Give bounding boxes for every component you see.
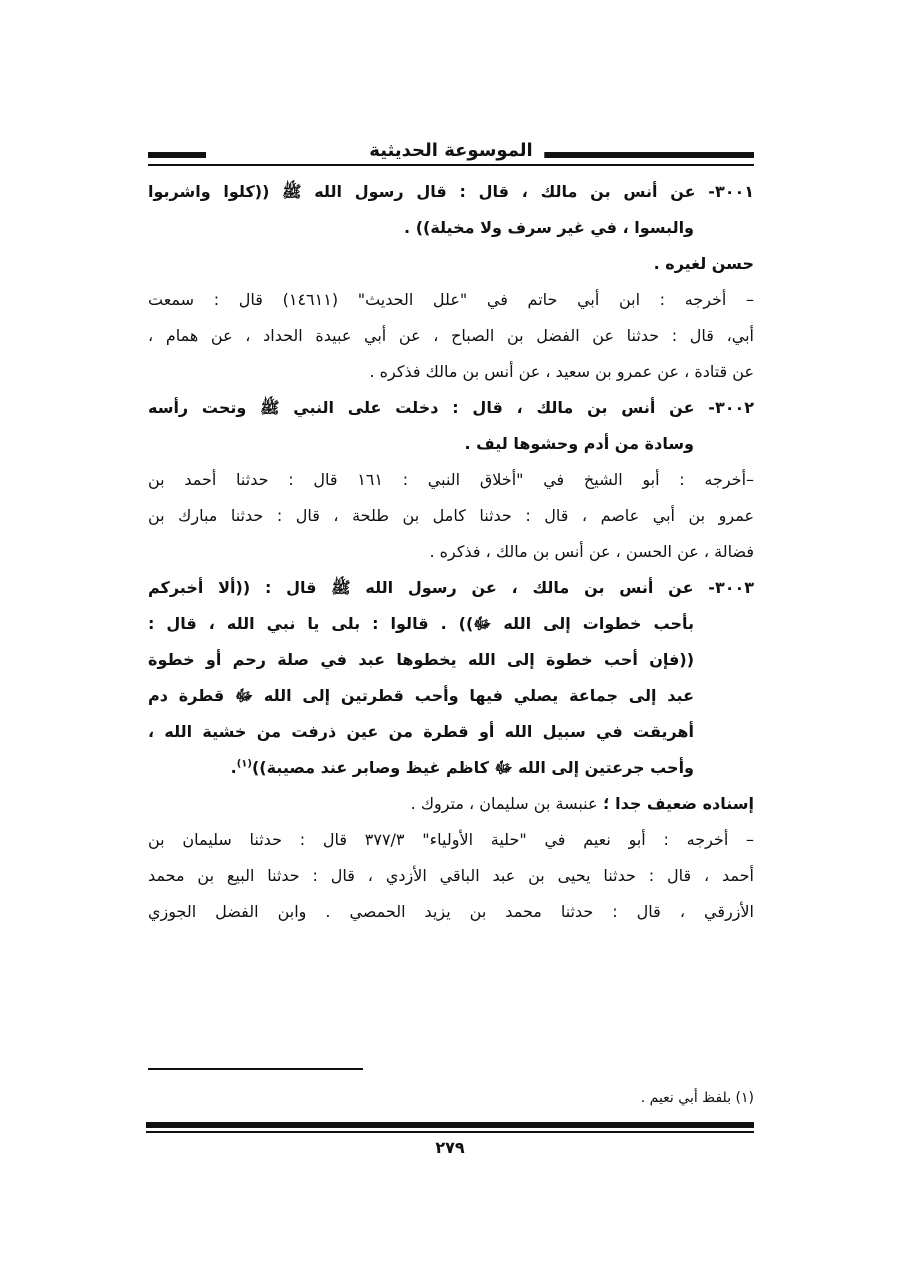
text-line: حسن لغيره .	[653, 254, 754, 273]
main-text	[148, 174, 754, 930]
grading-reason: عنبسة بن سليمان ، متروك .	[410, 794, 598, 813]
text-line: –أخرجه : أبو الشيخ في "أخلاق النبي : ١٦١ قال : حدثنا أحمد بن	[148, 470, 754, 489]
text-line: والبسوا ، في غير سرف ولا مخيلة)) .	[404, 218, 694, 237]
text-line: ٣٠٠٢- عن أنس بن مالك ، قال : دخلت على النبي ﷺ وتحت رأسه	[148, 398, 754, 417]
text-line: – أخرجه : ابن أبي حاتم في "علل الحديث" (١٤٦١١) قال : سمعت	[148, 290, 754, 309]
text-line: – أخرجه : أبو نعيم في "حلية الأولياء" ٣٧٧/٣ قال : حدثنا سليمان بن	[148, 830, 754, 849]
footer-rule-thin	[146, 1131, 754, 1133]
grading-label: إسناده ضعيف جدا ؛	[597, 794, 754, 813]
page	[148, 128, 754, 930]
header-title: الموسوعة الحديثية	[357, 140, 544, 161]
footnote-separator	[148, 1068, 363, 1070]
text-line: ٣٠٠١- عن أنس بن مالك ، قال : قال رسول الله ﷺ ((كلوا واشربوا	[148, 182, 754, 201]
text-line	[148, 786, 754, 822]
text-line	[148, 750, 754, 786]
line-text: وأحب جرعتين إلى الله ﷻ كاظم غيظ وصابر عند مصيبة))	[251, 758, 694, 777]
page-number: ٢٧٩	[435, 1138, 465, 1157]
footnote: (١) بلفظ أبي نعيم .	[640, 1090, 754, 1106]
footnote-ref: (١)	[236, 758, 252, 770]
text-line: أهريقت في سبيل الله أو قطرة من عين ذرفت من خشية الله ،	[148, 722, 694, 741]
running-header	[148, 128, 754, 168]
line-tail: .	[230, 758, 237, 777]
text-line: الأزرقي ، قال : حدثنا محمد بن يزيد الحمصي . وابن الفضل الجوزي	[148, 902, 754, 921]
header-rule-left	[148, 152, 206, 158]
text-line: بأحب خطوات إلى الله ﷻ)) . قالوا : بلى يا نبي الله ، قال :	[148, 614, 694, 633]
text-line: أحمد ، قال : حدثنا يحيى بن عبد الباقي الأزدي ، قال : حدثنا البيع بن محمد	[148, 866, 754, 885]
text-line: ٣٠٠٣- عن أنس بن مالك ، عن رسول الله ﷺ قال : ((ألا أخبركم	[148, 578, 754, 597]
header-rule-thin	[148, 164, 754, 166]
text-line: عبد إلى جماعة يصلي فيها وأحب قطرتين إلى الله ﷻ قطرة دم	[148, 686, 694, 705]
text-line: أبي، قال : حدثنا عن الفضل بن الصباح ، عن أبي عبيدة الحداد ، عن همام ،	[148, 326, 754, 345]
text-line: عن قتادة ، عن عمرو بن سعيد ، عن أنس بن مالك فذكره .	[369, 362, 754, 381]
text-line: عمرو بن أبي عاصم ، قال : حدثنا كامل بن طلحة ، قال : حدثنا مبارك بن	[148, 506, 754, 525]
footer-rule-thick	[146, 1122, 754, 1128]
text-line: وسادة من أدم وحشوها ليف .	[464, 434, 694, 453]
text-line: فضالة ، عن الحسن ، عن أنس بن مالك ، فذكره .	[429, 542, 754, 561]
text-line: ((فإن أحب خطوة إلى الله يخطوها عبد في صلة رحم أو خطوة	[148, 650, 694, 669]
